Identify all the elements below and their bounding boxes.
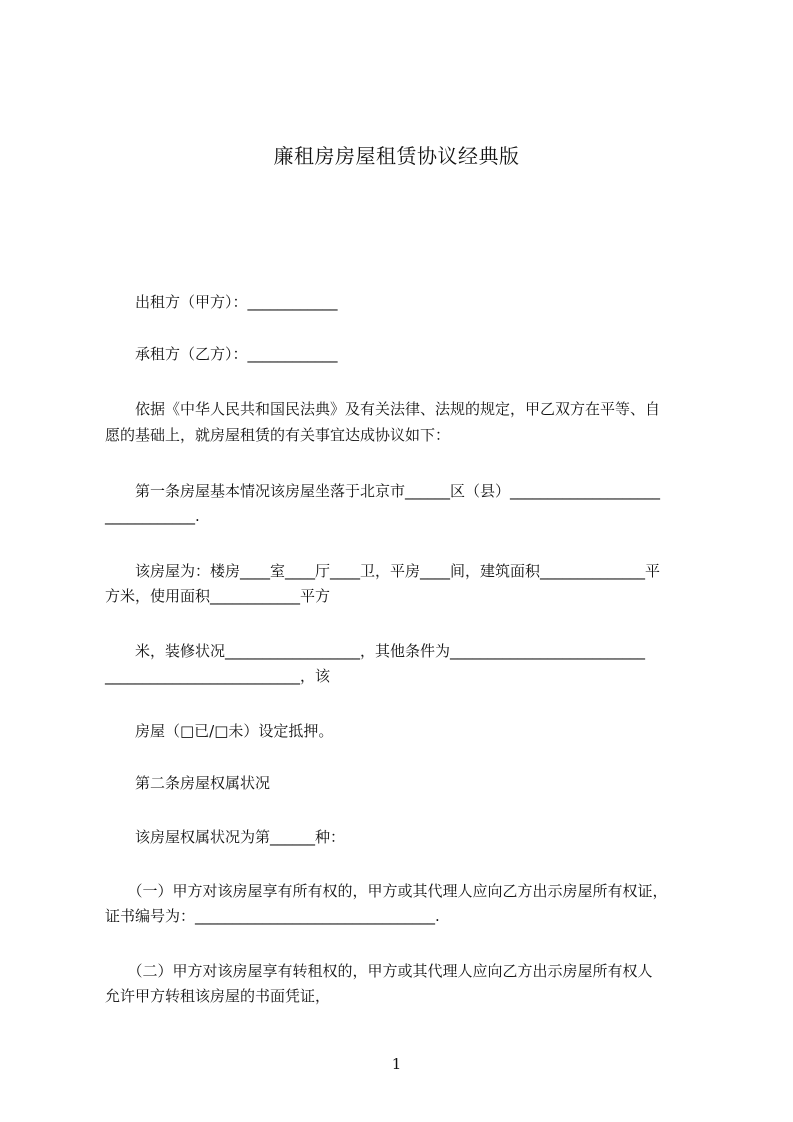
ownership-clause-1-line-1: （一）甲方对该房屋享有所有权的，甲方或其代理人应向乙方出示房屋所有权证，: [105, 882, 668, 900]
lessor-line: 出租方（甲方）：____________: [105, 293, 338, 311]
article-2-heading: 第二条房屋权属状况: [105, 774, 271, 792]
page-number: 1: [391, 1055, 402, 1073]
decoration-line-2: __________________________，该: [105, 667, 331, 685]
house-type-line-1: 该房屋为：楼房____室____厅____卫，平房____间，建筑面积______________平: [105, 562, 661, 580]
article-1-line-1: 第一条房屋基本情况该房屋坐落于北京市______区（县）____________________: [105, 482, 661, 500]
house-type-line-2: 方米，使用面积____________平方: [105, 587, 331, 605]
ownership-type-line: 该房屋权属状况为第______种：: [105, 828, 346, 846]
article-1-line-2: ____________.: [105, 507, 200, 525]
intro-line-1: 依据《中华人民共和国民法典》及有关法律、法规的规定，甲乙双方在平等、自: [105, 400, 661, 418]
decoration-line-1: 米，装修状况__________________，其他条件为__________________________: [105, 642, 646, 660]
ownership-clause-2-line-1: （二）甲方对该房屋享有转租权的，甲方或其代理人应向乙方出示房屋所有权人: [105, 962, 653, 980]
ownership-clause-2-line-2: 允许甲方转租该房屋的书面凭证，: [105, 987, 331, 1005]
ownership-clause-1-line-2: 证书编号为：________________________________.: [105, 907, 440, 925]
document-title: 廉租房房屋租赁协议经典版: [273, 144, 520, 168]
lessee-line: 承租方（乙方）：____________: [105, 345, 338, 363]
mortgage-line: 房屋（□已/□未）设定抵押。: [105, 722, 334, 740]
intro-line-2: 愿的基础上，就房屋租赁的有关事宜达成协议如下：: [105, 426, 451, 444]
